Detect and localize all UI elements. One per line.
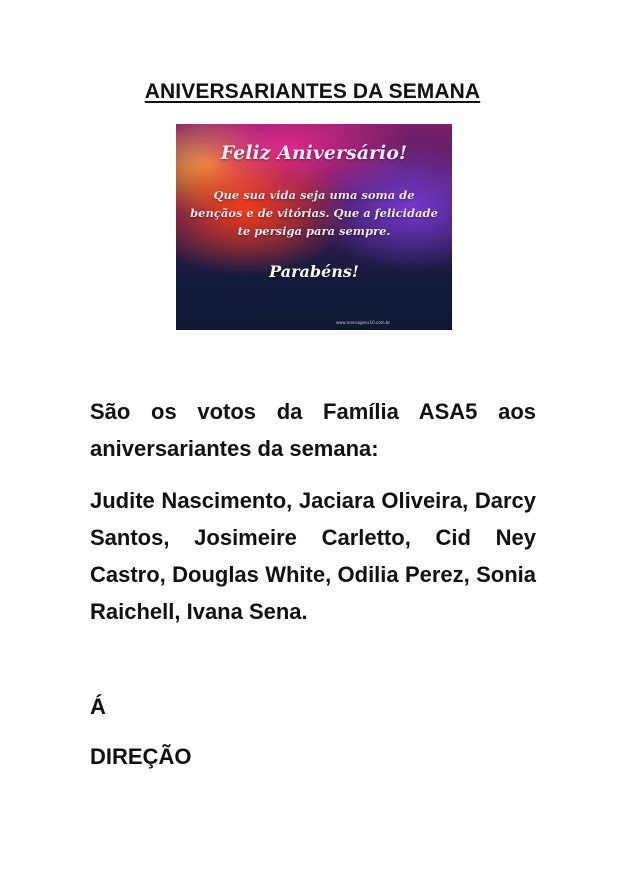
card-congrats: Parabéns! xyxy=(269,262,359,281)
card-title: Feliz Aniversário! xyxy=(220,142,408,164)
birthday-names-paragraph: Judite Nascimento, Jaciara Oliveira, Darcy Santos, Josimeire Carletto, Cid Ney Castro, Douglas White, Odilia Perez, Sonia Raichell, Ivana Sena. xyxy=(90,488,536,624)
signoff-line-1: Á xyxy=(90,694,106,719)
page-title: ANIVERSARIANTES DA SEMANA xyxy=(144,80,481,103)
birthday-card-image xyxy=(176,124,452,330)
signoff-line-2: DIREÇÃO xyxy=(90,744,192,769)
card-message: Que sua vida seja uma soma de bençãos e de vitórias. Que a felicidade te persiga para sempre. xyxy=(190,188,438,238)
intro-paragraph: São os votos da Família ASA5 aos aniversariantes da semana: xyxy=(90,399,536,461)
card-source-watermark: www.mensagens10.com.br xyxy=(335,320,390,325)
